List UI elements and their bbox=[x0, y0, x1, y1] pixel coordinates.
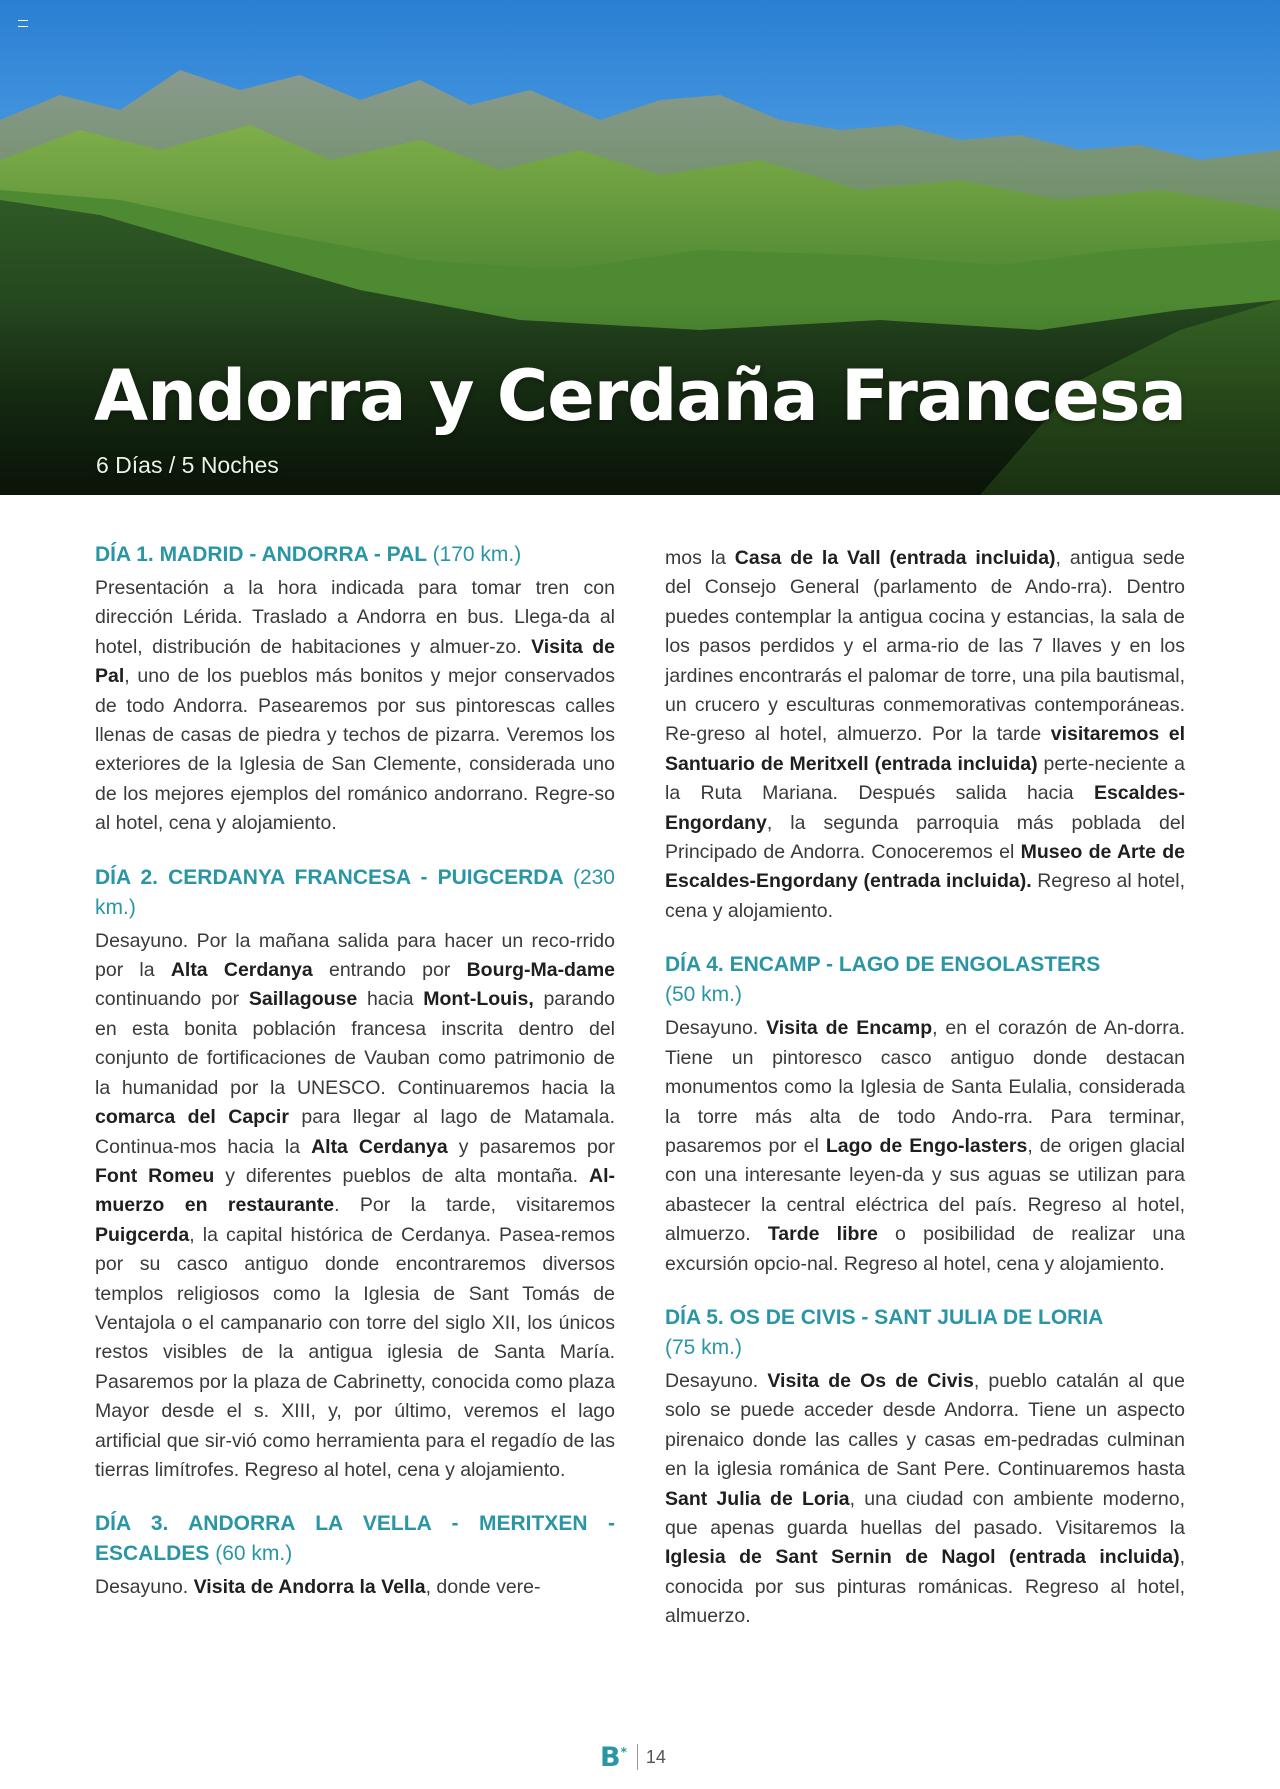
day-heading bbox=[95, 540, 615, 570]
day-heading bbox=[665, 1303, 1185, 1363]
highlight-text: Font Romeu bbox=[95, 1164, 215, 1187]
brand-logo: B* bbox=[600, 1741, 627, 1773]
body-text: , una ciudad con ambiente moderno, que apenas guarda huellas del pasado. Visitaremos la bbox=[665, 1487, 1185, 1539]
highlight-text: Visita de Pal bbox=[95, 635, 615, 688]
day-heading-title: DÍA 4. ENCAMP - LAGO DE ENGOLASTERS bbox=[665, 953, 1101, 977]
footer-divider bbox=[637, 1744, 638, 1770]
body-text: mos la bbox=[665, 547, 735, 569]
highlight-text: visitaremos el Santuario de Meritxell (entrada incluida) bbox=[665, 723, 1186, 775]
body-text: Desayuno. bbox=[665, 1369, 768, 1392]
body-text: , en el corazón de An-dorra. Tiene un pintoresco casco antiguo donde destacan monumentos como la Iglesia de Santa Eulalia, considerada la torre más alta de todo Ando-rra. Para terminar, pasaremos por el bbox=[665, 1017, 1185, 1157]
highlight-text: Alta Cerdanya bbox=[170, 959, 313, 982]
highlight-text: Al-muerzo en restaurante bbox=[95, 1164, 615, 1217]
body-text: , antigua sede del Consejo General (parlamento de Ando-rra). Dentro puedes contemplar la antigua cocina y estancias, la sala de los pasos perdidos y el arma-rio de las 7 llaves y en los jardines encontrarás el palomar de torre, una pila bautismal, un crucero y esculturas conmemorativas contemporáneas. Re-greso al hotel, almuerzo. Por la tarde bbox=[665, 547, 1185, 746]
highlight-text: comarca del Capcir bbox=[95, 1106, 289, 1129]
day-description bbox=[665, 544, 1185, 926]
highlight-text: Escaldes-Engordany bbox=[665, 782, 1185, 834]
day-description bbox=[95, 927, 615, 1486]
highlight-text: Sant Julia de Loria bbox=[665, 1487, 850, 1510]
body-text: continuando por bbox=[95, 988, 249, 1011]
page-title: Andorra y Cerdaña Francesa bbox=[94, 355, 1186, 437]
body-text: , la segunda parroquia más poblada del Principado de Andorra. Conoceremos el bbox=[665, 811, 1185, 864]
body-text: entrando por bbox=[312, 959, 467, 982]
body-text: y diferentes pueblos de alta montaña. bbox=[214, 1164, 589, 1187]
body-text: Regreso al hotel, cena y alojamiento. bbox=[665, 870, 1185, 922]
body-text: , conocida por sus pinturas románicas. Regreso al hotel, almuerzo. bbox=[665, 1546, 1185, 1628]
body-text: Desayuno. Por la mañana salida para hacer un reco-rrido por la bbox=[95, 929, 615, 982]
day-heading-title: DÍA 5. OS DE CIVIS - SANT JULIA DE LORIA bbox=[665, 1305, 1104, 1329]
day-heading-title: DÍA 2. CERDANYA FRANCESA - PUIGCERDA bbox=[95, 865, 563, 889]
menu-icon bbox=[18, 20, 28, 27]
body-text: Presentación a la hora indicada para tomar tren con dirección Lérida. Traslado a Andorra en bus. Llega-da al hotel, distribución de habitaciones y almuer-zo. bbox=[95, 577, 615, 658]
day-section bbox=[95, 1509, 615, 1602]
page-number: 14 bbox=[645, 1746, 666, 1767]
day-description bbox=[95, 1573, 615, 1602]
itinerary-column-right bbox=[665, 544, 1185, 1656]
hero-banner bbox=[0, 0, 1280, 495]
highlight-text: Bourg-Ma-dame bbox=[466, 959, 615, 982]
day-description bbox=[665, 1367, 1185, 1632]
highlight-text: Saillagouse bbox=[248, 988, 358, 1011]
day-distance: (50 km.) bbox=[665, 983, 743, 1007]
trip-duration: 6 Días / 5 Noches bbox=[96, 452, 279, 478]
day-section bbox=[665, 1303, 1185, 1632]
body-text: . Por la tarde, visitaremos bbox=[334, 1194, 615, 1217]
day-heading bbox=[95, 863, 615, 923]
day-distance: (60 km.) bbox=[215, 1542, 293, 1566]
day-distance: (230 km.) bbox=[95, 865, 615, 919]
day-description bbox=[95, 574, 615, 839]
day-section bbox=[665, 950, 1185, 1279]
highlight-text: Puigcerda bbox=[95, 1223, 190, 1246]
day-section bbox=[95, 863, 615, 1486]
itinerary-column-left bbox=[95, 540, 615, 1627]
highlight-text: Mont-Louis, bbox=[423, 988, 534, 1011]
day-continuation bbox=[665, 544, 1185, 926]
body-text: , de origen glacial con una interesante leyen-da y sus aguas se utilizan para abastecer la central eléctrica del país. Regreso al hotel, almuerzo. bbox=[665, 1134, 1185, 1246]
highlight-text: Tarde libre bbox=[767, 1223, 878, 1246]
highlight-text: Visita de Os de Civis bbox=[767, 1369, 974, 1392]
day-heading bbox=[95, 1509, 615, 1569]
body-text: , pueblo catalán al que solo se puede acceder desde Andorra. Tiene un aspecto pirenaico donde las calles y casas em-pedradas culminan en la iglesia románica de Sant Pere. Continuaremos hasta bbox=[665, 1369, 1185, 1481]
highlight-text: Visita de Encamp bbox=[766, 1017, 933, 1040]
body-text: , donde vere- bbox=[425, 1576, 541, 1599]
body-text: Desayuno. bbox=[665, 1017, 767, 1040]
day-description bbox=[665, 1014, 1185, 1279]
day-distance: (170 km.) bbox=[432, 543, 522, 566]
highlight-text: Visita de Andorra la Vella bbox=[193, 1576, 426, 1599]
page-footer bbox=[600, 1740, 666, 1774]
day-section bbox=[95, 540, 615, 839]
day-heading-title: DÍA 1. MADRID - ANDORRA - PAL bbox=[95, 543, 427, 566]
body-text: o posibilidad de realizar una excursión opcio-nal. Regreso al hotel, cena y alojamiento. bbox=[665, 1223, 1185, 1275]
body-text: perte-neciente a la Ruta Mariana. Después salida hacia bbox=[665, 752, 1185, 805]
highlight-text: Lago de Engo-lasters bbox=[825, 1134, 1028, 1157]
highlight-text: Museo de Arte de Escaldes-Engordany (entrada incluida). bbox=[665, 841, 1186, 893]
highlight-text: Alta Cerdanya bbox=[311, 1135, 448, 1158]
body-text: , uno de los pueblos más bonitos y mejor conservados de todo Andorra. Pasearemos por sus pintorescas calles llenas de casas de piedra y techos de pizarra. Veremos los exteriores de la Iglesia de San Clemente, considerada uno de los mejores ejemplos del románico andorrano. Regre-so al hotel, cena y alojamiento. bbox=[95, 665, 615, 835]
day-heading bbox=[665, 950, 1185, 1010]
body-text: parando en esta bonita población francesa inscrita dentro del conjunto de fortificaciones de Vauban como patrimonio de la humanidad por la UNESCO. Continuaremos hacia la bbox=[95, 988, 616, 1099]
highlight-text: Iglesia de Sant Sernin de Nagol (entrada incluida) bbox=[665, 1546, 1180, 1569]
highlight-text: Casa de la Vall (entrada incluida) bbox=[734, 547, 1056, 569]
body-text: y pasaremos por bbox=[447, 1135, 615, 1158]
body-text: , la capital histórica de Cerdanya. Pasea-remos por su casco antiguo donde encontraremos diversos templos religiosos como la Iglesia de Sant Tomás de Ventajola o el campanario con torre del siglo XII, los únicos restos visibles de la antigua iglesia de Santa María. Pasaremos por la plaza de Cabrinetty, conocida como plaza Mayor desde el s. XIII, y, por último, veremos el lago artificial que sir-vió como herramienta para el regadío de las tierras limítrofes. Regreso al hotel, cena y alojamiento. bbox=[95, 1223, 615, 1481]
body-text: hacia bbox=[357, 988, 424, 1011]
day-distance: (75 km.) bbox=[665, 1335, 743, 1359]
body-text: Desayuno. bbox=[95, 1576, 194, 1599]
day-heading-title: DÍA 3. ANDORRA LA VELLA - MERITXEN - ESCALDES bbox=[95, 1512, 615, 1566]
body-text: para llegar al lago de Matamala. Continua-mos hacia la bbox=[95, 1106, 615, 1158]
